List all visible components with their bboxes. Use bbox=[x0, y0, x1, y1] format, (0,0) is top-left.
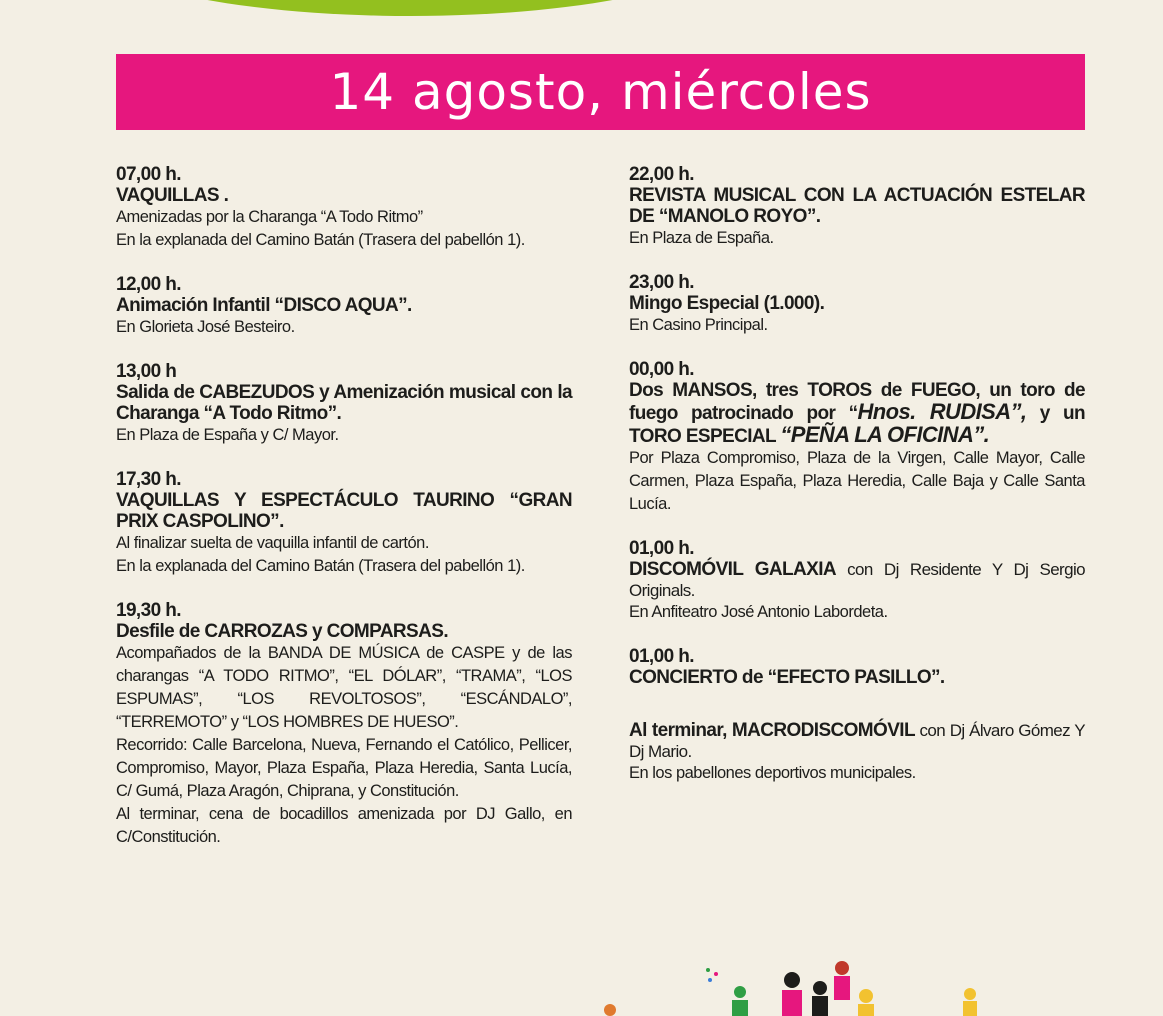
event-time: 17,30 h. bbox=[116, 469, 181, 490]
description-line: En la explanada del Camino Batán (Trasera del pabellón 1). bbox=[116, 231, 525, 249]
event-title: VAQUILLAS Y ESPECTÁCULO TAURINO “GRAN PRIX CASPOLINO”. bbox=[116, 490, 572, 532]
event-description: En Casino Principal. bbox=[629, 316, 768, 334]
event-time: 07,00 h. bbox=[116, 164, 181, 185]
event-title: Animación Infantil “DISCO AQUA”. bbox=[116, 295, 412, 316]
sponsor-name: “PEÑA LA OFICINA”. bbox=[780, 422, 990, 447]
title-bold: DISCOMÓVIL GALAXIA bbox=[629, 559, 836, 580]
event-description bbox=[116, 316, 572, 339]
date-banner bbox=[116, 54, 1085, 130]
event-time: 01,00 h. bbox=[629, 538, 694, 559]
event-title bbox=[629, 380, 1085, 447]
event-time: 01,00 h. bbox=[629, 646, 694, 667]
event-title: CONCIERTO de “EFECTO PASILLO”. bbox=[629, 667, 945, 688]
event-title: Desfile de CARROZAS y COMPARSAS. bbox=[116, 621, 449, 642]
description-line: Amenizadas por la Charanga “A Todo Ritmo” bbox=[116, 208, 423, 226]
event-title bbox=[629, 720, 1085, 762]
title-normal: con Dj Álvaro Gómez Y Dj Mario. bbox=[629, 721, 1086, 761]
description-line: En Glorieta José Besteiro. bbox=[116, 318, 295, 336]
decorative-green-shape bbox=[80, 0, 740, 16]
celebrating-people-illustration bbox=[580, 950, 1000, 1016]
sponsor-name: Hnos. RUDISA”, bbox=[857, 399, 1027, 424]
event-time: 22,00 h. bbox=[629, 164, 694, 185]
left-column bbox=[116, 160, 572, 871]
description-line: Recorrido: Calle Barcelona, Nueva, Fernando el Católico, Pellicer, Compromiso, Mayor, Plaza España, Plaza Heredia, Santa Lucía, C/ Gumá, Plaza Aragón, Chiprana, y Constitución. bbox=[116, 736, 572, 800]
event-item bbox=[629, 646, 1085, 688]
event-time: 23,00 h. bbox=[629, 272, 694, 293]
event-title bbox=[629, 559, 1085, 601]
description-line: Acompañados de la BANDA DE MÚSICA de CASPE y de las charangas “A TODO RITMO”, “EL DÓLAR”, “TRAMA”, “LOS ESPUMAS”, “LOS REVOLTOSOS”, “ESCÁNDALO”, “TERREMOTO” y “LOS HOMBRES DE HUESO”. bbox=[116, 644, 572, 731]
event-description: En Anfiteatro José Antonio Labordeta. bbox=[629, 603, 888, 621]
title-part: Dos MANSOS, tres TOROS de FUEGO, un toro de fuego patrocinado por “ bbox=[629, 380, 1085, 424]
event-item bbox=[116, 164, 572, 252]
description-line: En Plaza de España y C/ Mayor. bbox=[116, 426, 339, 444]
event-item bbox=[116, 274, 572, 339]
description-line: Al terminar, cena de bocadillos amenizada por DJ Gallo, en C/Constitución. bbox=[116, 805, 572, 846]
title-part: y un TORO ESPECIAL bbox=[629, 403, 1085, 447]
event-time: 00,00 h. bbox=[629, 359, 694, 380]
event-time: 12,00 h. bbox=[116, 274, 181, 295]
event-description bbox=[116, 642, 572, 849]
event-title: Salida de CABEZUDOS y Amenización musical con la Charanga “A Todo Ritmo”. bbox=[116, 382, 572, 424]
event-time: 19,30 h. bbox=[116, 600, 181, 621]
event-item bbox=[116, 600, 572, 849]
page-title: 14 agosto, miércoles bbox=[329, 63, 872, 121]
event-title: VAQUILLAS . bbox=[116, 185, 229, 206]
event-description: Por Plaza Compromiso, Plaza de la Virgen, Calle Mayor, Calle Carmen, Plaza España, Plaza Heredia, Calle Baja y Calle Santa Lucía. bbox=[629, 449, 1085, 513]
event-title: REVISTA MUSICAL CON LA ACTUACIÓN ESTELAR DE “MANOLO ROYO”. bbox=[629, 185, 1085, 227]
description-line: En la explanada del Camino Batán (Trasera del pabellón 1). bbox=[116, 557, 525, 575]
event-item bbox=[629, 272, 1085, 337]
event-item bbox=[629, 720, 1085, 785]
event-description bbox=[116, 424, 572, 447]
title-normal: con Dj Residente Y Dj Sergio Originals. bbox=[629, 560, 1085, 600]
event-item bbox=[116, 361, 572, 447]
event-title: Mingo Especial (1.000). bbox=[629, 293, 825, 314]
event-item bbox=[629, 538, 1085, 624]
event-time: 13,00 h bbox=[116, 361, 177, 382]
right-column bbox=[629, 160, 1085, 807]
event-description bbox=[116, 206, 572, 252]
event-item bbox=[629, 164, 1085, 250]
title-bold: Al terminar, MACRODISCOMÓVIL bbox=[629, 720, 915, 741]
event-item bbox=[116, 469, 572, 578]
event-description: En Plaza de España. bbox=[629, 229, 774, 247]
event-description bbox=[116, 532, 572, 578]
event-description: En los pabellones deportivos municipales. bbox=[629, 764, 916, 782]
event-item bbox=[629, 359, 1085, 516]
description-line: Al finalizar suelta de vaquilla infantil de cartón. bbox=[116, 534, 429, 552]
